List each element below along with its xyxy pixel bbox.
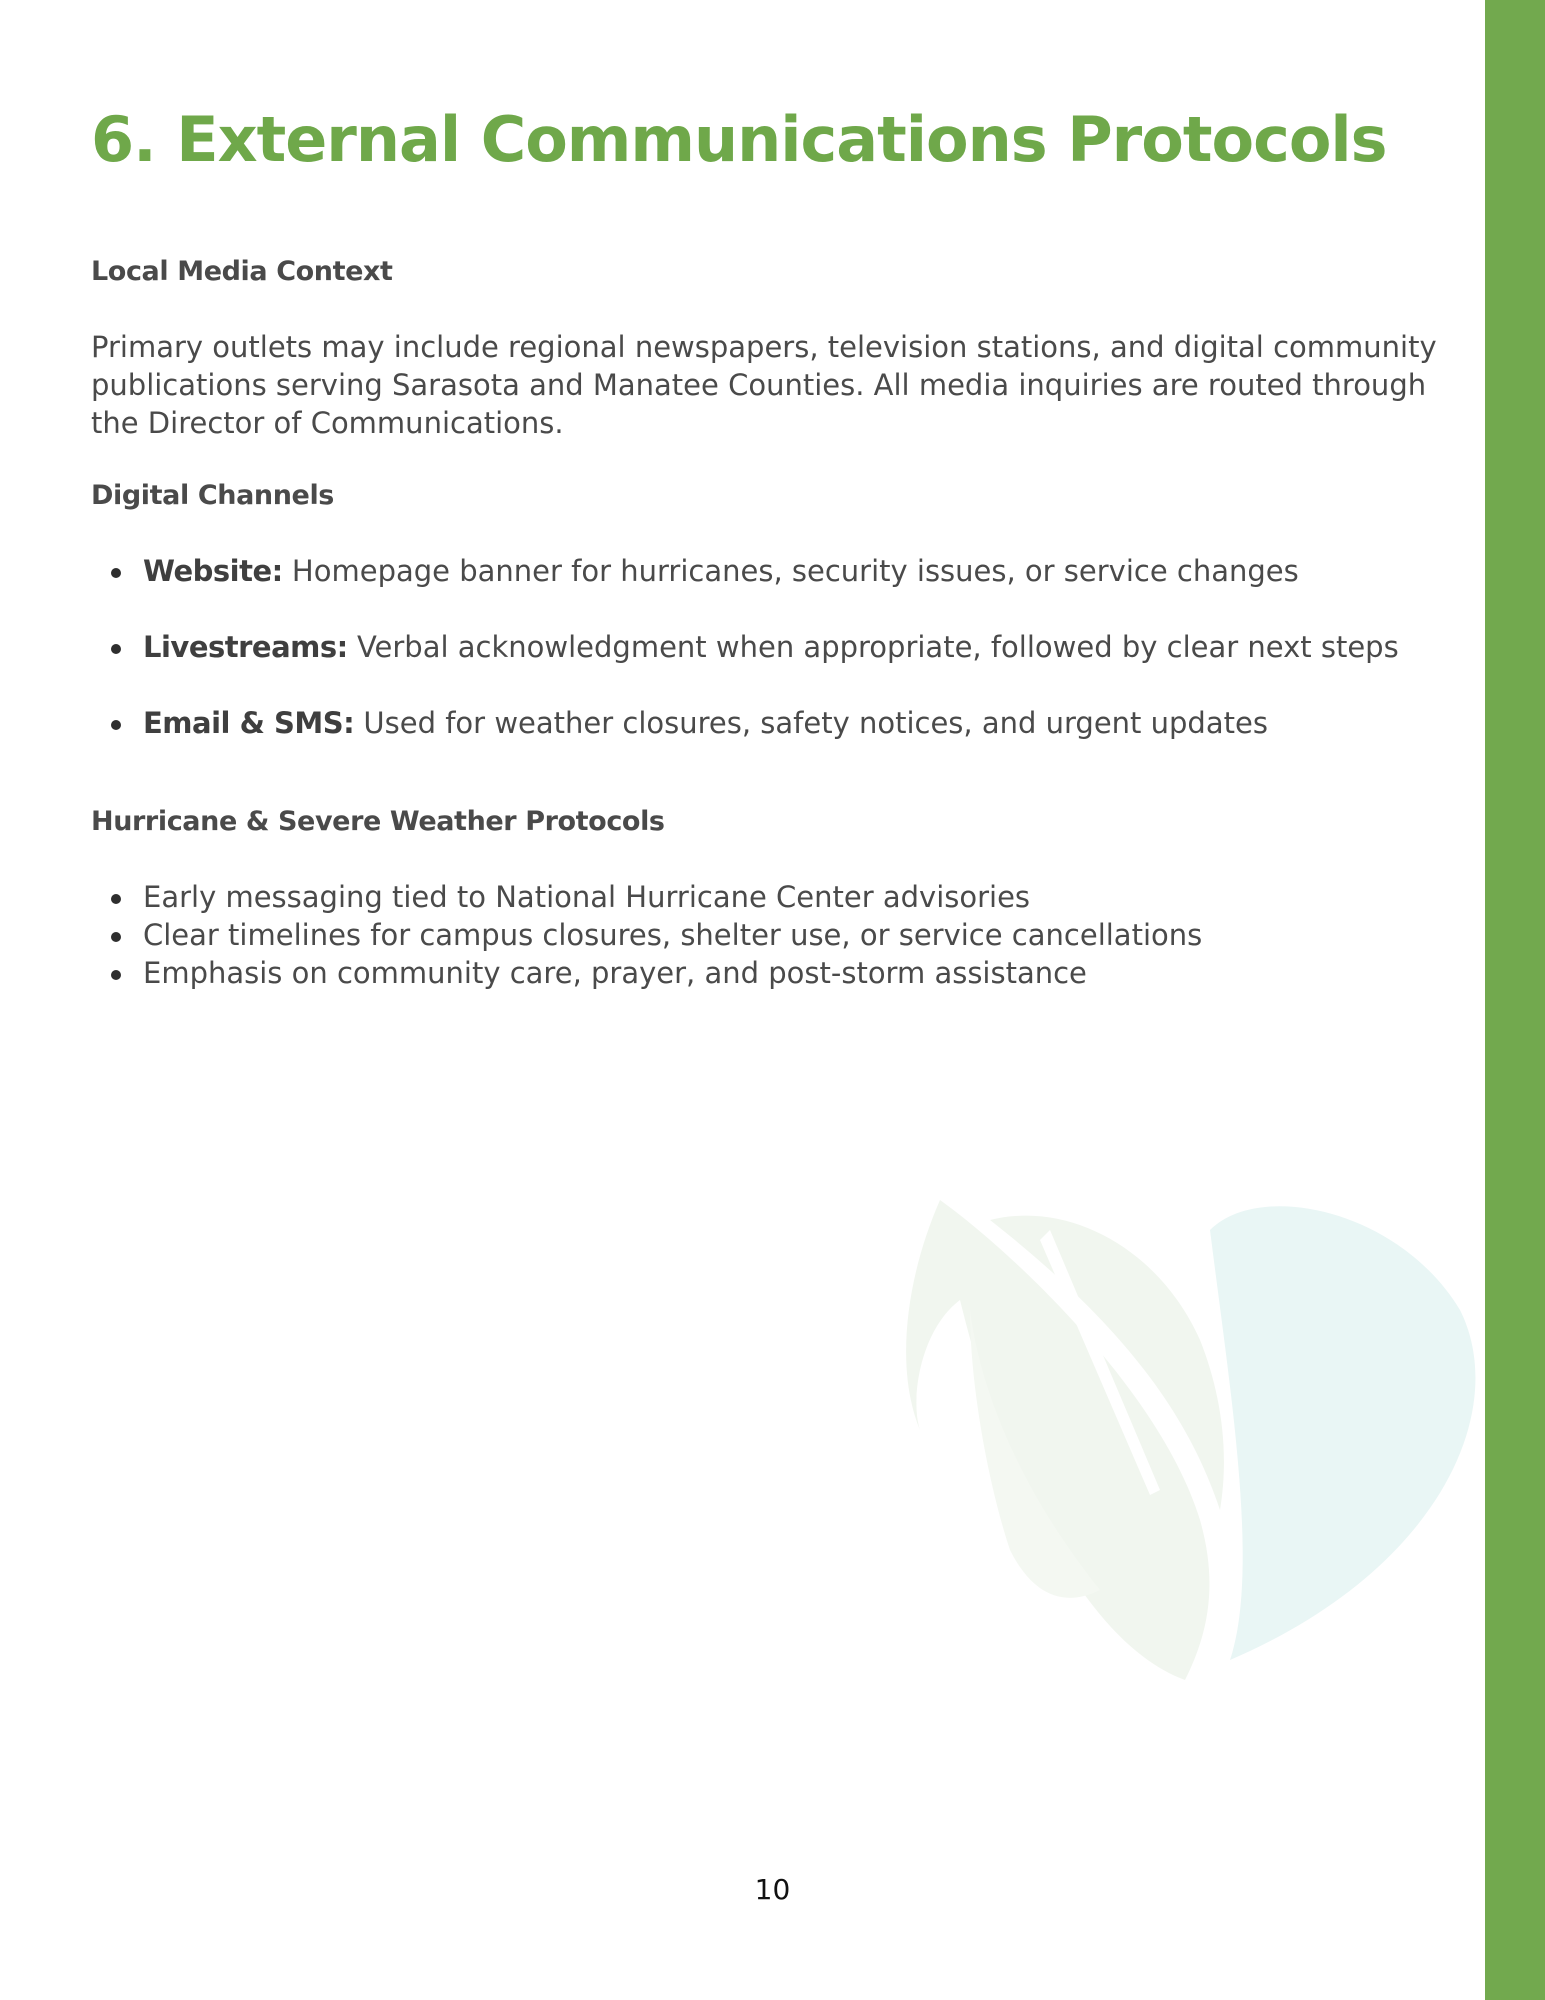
list-item <box>91 878 1461 916</box>
item-text: Homepage banner for hurricanes, security issues, or service changes <box>282 554 1299 588</box>
hurricane-heading: Hurricane & Severe Weather Protocols <box>91 806 665 837</box>
page-content <box>91 100 1461 992</box>
list-item-website <box>91 552 1461 590</box>
bullet-icon <box>111 932 121 942</box>
bullet-icon <box>111 644 121 654</box>
leaf-heart-watermark-icon <box>900 1190 1500 1710</box>
item-text: Emphasis on community care, prayer, and post-storm assistance <box>143 956 1087 990</box>
item-text: Clear timelines for campus closures, shelter use, or service cancellations <box>143 918 1203 952</box>
local-media-paragraph: Primary outlets may include regional newspapers, television stations, and digital community publications serving Sarasota and Manatee Counties. All media inquiries are routed through the Director of Communications. <box>91 330 1437 440</box>
hurricane-list <box>91 878 1461 992</box>
bullet-icon <box>111 894 121 904</box>
list-item <box>91 916 1461 954</box>
digital-channels-list <box>91 552 1461 742</box>
item-text: Verbal acknowledgment when appropriate, followed by clear next steps <box>347 630 1399 664</box>
item-label: Livestreams: <box>143 630 348 664</box>
item-text: Used for weather closures, safety notices, and urgent updates <box>354 706 1268 740</box>
list-item <box>91 954 1461 992</box>
bullet-icon <box>111 970 121 980</box>
item-label: Email & SMS: <box>143 706 355 740</box>
item-text: Early messaging tied to National Hurricane Center advisories <box>143 880 1031 914</box>
local-media-heading: Local Media Context <box>91 256 393 287</box>
bullet-icon <box>111 720 121 730</box>
bullet-icon <box>111 568 121 578</box>
list-item-email-sms <box>91 704 1461 742</box>
page-title: 6. External Communications Protocols <box>91 103 1387 176</box>
digital-channels-heading: Digital Channels <box>91 480 334 511</box>
list-item-livestreams <box>91 628 1461 666</box>
page-number: 10 <box>754 1873 791 1906</box>
item-label: Website: <box>143 554 283 588</box>
